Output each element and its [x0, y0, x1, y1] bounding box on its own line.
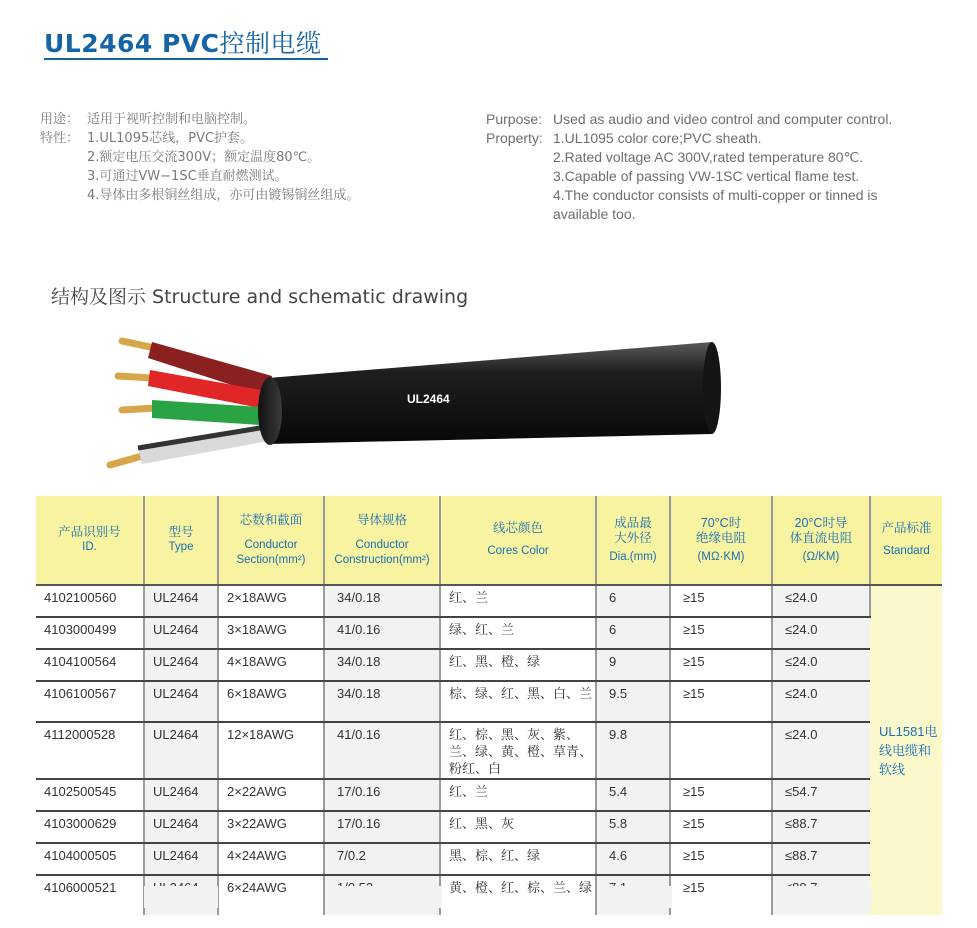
cell-insulation: ≥15	[670, 585, 772, 617]
cell-type: UL2464	[144, 722, 218, 779]
column-tail	[774, 886, 872, 908]
cell-resistance: ≤24.0	[772, 722, 870, 779]
cell-insulation: ≥15	[670, 617, 772, 649]
cell-construction: 34/0.18	[324, 649, 440, 681]
cell-insulation: ≥15	[670, 649, 772, 681]
cell-section: 2×22AWG	[218, 779, 324, 811]
cell-id: 4112000528	[36, 722, 144, 779]
cell-type: UL2464	[144, 843, 218, 875]
table-row	[36, 722, 942, 779]
cell-color: 红、黑、橙、绿	[440, 649, 596, 681]
purpose-label-en: Purpose:	[486, 111, 543, 127]
cable-illustration	[100, 328, 740, 478]
cell-diameter: 4.6	[596, 843, 670, 875]
table-row	[36, 585, 942, 617]
cell-id: 4102100560	[36, 585, 144, 617]
column-tail	[144, 886, 218, 908]
cell-id: 4103000629	[36, 811, 144, 843]
cell-resistance: ≤24.0	[772, 649, 870, 681]
property-item-cn: 4.导体由多根铜丝组成，亦可由镀锡铜丝组成。	[87, 188, 360, 203]
cell-id: 4106100567	[36, 681, 144, 722]
cell-section: 3×22AWG	[218, 811, 324, 843]
cell-section: 6×24AWG	[218, 875, 324, 915]
cell-color: 绿、红、兰	[440, 617, 596, 649]
cell-insulation: ≥15	[670, 779, 772, 811]
cell-construction: 41/0.16	[324, 617, 440, 649]
table-row	[36, 811, 942, 843]
cell-id: 4102500545	[36, 779, 144, 811]
purpose-text-cn: 适用于视听控制和电脑控制。	[87, 112, 257, 127]
cell-id: 4106000521	[36, 875, 144, 915]
cell-resistance: ≤88.7	[772, 843, 870, 875]
cell-diameter: 6	[596, 585, 670, 617]
col-header-construction: 导体规格 Conductor Construction(mm²)	[324, 496, 440, 585]
cell-construction: 41/0.16	[324, 722, 440, 779]
column-tail	[326, 886, 442, 908]
title-underline	[44, 58, 328, 60]
cell-diameter: 5.8	[596, 811, 670, 843]
cable-print-label: UL2464	[407, 392, 450, 406]
property-item-en: 1.UL1095 color core;PVC sheath.	[553, 130, 762, 146]
cell-section: 6×18AWG	[218, 681, 324, 722]
jacket-end	[258, 377, 282, 445]
property-item-en: 2.Rated voltage AC 300V,rated temperature 80℃.	[553, 149, 864, 165]
property-item-en: 3.Capable of passing VW-1SC vertical flame test.	[553, 168, 860, 184]
cell-diameter: 6	[596, 617, 670, 649]
description-cn	[40, 110, 359, 205]
property-label-en: Property:	[486, 130, 543, 146]
cell-construction: 7/0.2	[324, 843, 440, 875]
cell-diameter: 9.5	[596, 681, 670, 722]
cell-insulation: ≥15	[670, 811, 772, 843]
cell-section: 2×18AWG	[218, 585, 324, 617]
property-label-cn: 特性：	[40, 131, 80, 146]
cell-insulation	[670, 722, 772, 779]
cell-type: UL2464	[144, 779, 218, 811]
description-en	[486, 110, 892, 224]
property-item-cn: 2.额定电压交流300V；额定温度80℃。	[87, 150, 321, 165]
jacket-end-right	[703, 342, 721, 434]
col-header-id: 产品识别号 ID.	[36, 496, 144, 585]
cell-color: 红、兰	[440, 779, 596, 811]
cell-color: 棕、绿、红、黑、白、兰	[440, 681, 596, 722]
cell-section: 4×24AWG	[218, 843, 324, 875]
cell-type: UL2464	[144, 617, 218, 649]
table-row	[36, 617, 942, 649]
cell-color: 黄、橙、红、棕、兰、绿	[440, 875, 596, 915]
cell-resistance: ≤24.0	[772, 585, 870, 617]
cable-jacket	[268, 342, 712, 444]
col-header-section: 芯数和截面 Conductor Section(mm²)	[218, 496, 324, 585]
cell-insulation: ≥15	[670, 843, 772, 875]
col-header-type: 型号 Type	[144, 496, 218, 585]
table-row	[36, 843, 942, 875]
col-header-standard: 产品标准 Standard	[870, 496, 942, 585]
cell-type: UL2464	[144, 681, 218, 722]
purpose-text-en: Used as audio and video control and computer control.	[553, 111, 893, 127]
title-cn: 控制电缆	[219, 29, 322, 58]
cell-type: UL2464	[144, 811, 218, 843]
cell-construction: 34/0.18	[324, 585, 440, 617]
table-row	[36, 681, 942, 722]
page-title	[44, 24, 322, 60]
property-item-en: available too.	[553, 206, 636, 222]
col-header-resistance: 20°C时导 体直流电阻 (Ω/KM)	[772, 496, 870, 585]
cell-section: 4×18AWG	[218, 649, 324, 681]
property-item-cn: 3.可通过VW−1SC垂直耐燃测试。	[87, 169, 288, 184]
cell-id: 4104000505	[36, 843, 144, 875]
cell-id: 4103000499	[36, 617, 144, 649]
cell-color: 红、兰	[440, 585, 596, 617]
cell-color: 红、棕、黑、灰、紫、兰、绿、黄、橙、草青、粉红、白	[440, 722, 596, 779]
col-header-insulation: 70°C时 绝缘电阻 (MΩ·KM)	[670, 496, 772, 585]
col-header-color: 线芯颜色 Cores Color	[440, 496, 596, 585]
cell-construction: 17/0.16	[324, 779, 440, 811]
cell-diameter: 5.4	[596, 779, 670, 811]
cell-diameter: 9.8	[596, 722, 670, 779]
cell-color: 红、黑、灰	[440, 811, 596, 843]
cell-type: UL2464	[144, 649, 218, 681]
cell-id: 4104100564	[36, 649, 144, 681]
cell-resistance: ≤24.0	[772, 617, 870, 649]
table-row	[36, 779, 942, 811]
cell-construction: 17/0.16	[324, 811, 440, 843]
title-en: UL2464 PVC	[44, 29, 220, 58]
spec-table	[36, 496, 942, 915]
purpose-label-cn: 用途：	[40, 112, 80, 127]
property-item-cn: 1.UL1095芯线，PVC护套。	[87, 131, 254, 146]
cell-diameter: 9	[596, 649, 670, 681]
cell-resistance: ≤88.7	[772, 811, 870, 843]
cell-resistance: ≤54.7	[772, 779, 870, 811]
property-item-en: 4.The conductor consists of multi-copper or tinned is	[553, 187, 878, 203]
col-header-diameter: 成品最 大外径 Dia.(mm)	[596, 496, 670, 585]
cell-construction: 34/0.18	[324, 681, 440, 722]
cell-standard: UL1581电线电缆和软线	[870, 585, 942, 915]
table-row	[36, 649, 942, 681]
cell-color: 黑、棕、红、绿	[440, 843, 596, 875]
section-title: 结构及图示 Structure and schematic drawing	[51, 286, 469, 308]
cell-insulation: ≥15	[670, 875, 772, 915]
cell-section: 3×18AWG	[218, 617, 324, 649]
column-tail	[598, 886, 672, 908]
table-header-row	[36, 496, 942, 585]
cell-type: UL2464	[144, 585, 218, 617]
cell-insulation: ≥15	[670, 681, 772, 722]
cell-section: 12×18AWG	[218, 722, 324, 779]
cell-resistance: ≤24.0	[772, 681, 870, 722]
